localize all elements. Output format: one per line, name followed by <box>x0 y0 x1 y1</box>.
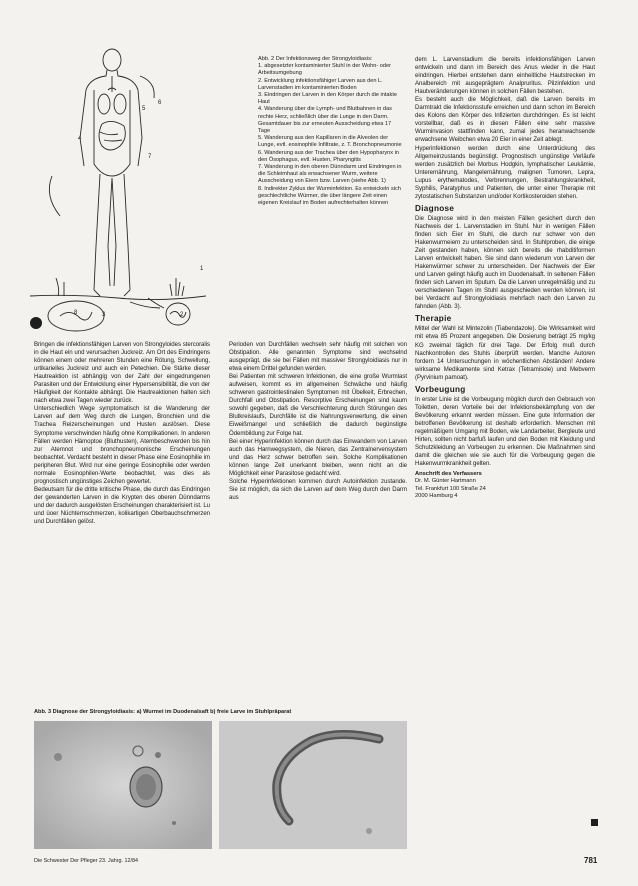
caption-item: 8. Indirekter Zyklus der Wurminfektion. Es entwickeln sich geschlechtliche Würmer, die über längere Zeit einen eigenen Kreislauf im Boden aufrechterhalten können <box>258 185 401 207</box>
label-8: 3 <box>102 312 106 318</box>
middle-text-column <box>229 341 407 502</box>
label-1: 6 <box>158 100 162 106</box>
caption-item: 5. Wanderung aus den Kapillaren in die Alveolen der Lunge, evtl. eosinophile Infiltrate, z. T. Bronchopneumonie <box>258 135 402 149</box>
author-line: 2000 Hamburg 4 <box>415 492 458 499</box>
life-cycle-illustration <box>30 46 206 332</box>
paragraph: In erster Linie ist die Vorbeugung möglich durch den Gebrauch von Toiletten, deren Vorteile bei der Infektionsbekämpfung von der Bevölkerung erkannt werden müssen. Eine gute Information der betroffenen Bevölkerung ist deshalb erforderlich. Menschen mit regelmäßigem Umgang mit Boden, wie Landarbeiter, Bergleute und Hirten, sollten nicht barfuß laufen und den Boden mit Kleidung und Schutzkleidung an Vorbeugen zu erkennen. Die Maßnahmen sind damit die gleichen wie sie auch für die Vorbeugung gegen die Hakenwurmkrankheit gelten. <box>415 395 595 468</box>
page-number: 781 <box>584 856 598 865</box>
paragraph: Die Diagnose wird in den meisten Fällen gesichert durch den Nachweis der 1. Larvenstadien im Stuhl. Nur in wenigen Fällen finden sich Eier im Stuhl, die durch nur schwer von den Hakenwurmeiern zu unterscheiden sind. In Stuhlproben, die einige Zeit gestanden haben, können sich bereits die rhabditiformen Larven entwickelt haben. Sie sind dann wiederum von Larven der Hakenwürmer schwer zu unterscheiden. Der Nachweis der Eier und Larven gelingt häufig auch im Duodenalsaft. In seltenen Fällen finden sich Larven im Sputum. Da die Larven unregelmäßig und zu verschiedenen Tagen im Stuhl ausgeschieden werden können, ist bei Verdacht auf Strongyloidiasis mehrfach nach den Larven zu fahnden (Abb. 3). <box>415 214 595 311</box>
illustration-caption <box>258 56 404 207</box>
caption-item: 3. Eindringen der Larven in den Körper durch die intakte Haut <box>258 92 397 106</box>
paragraph: Solche Hyperinfektionen kommen durch Autoinfektion zustande. Sie ist möglich, da sich die Larven auf dem Weg durch den Darm aus <box>229 477 407 501</box>
right-text-column <box>415 56 595 500</box>
author-line: Dr. M. Günter Hartmann <box>415 478 476 485</box>
section-bullet-icon <box>30 317 42 329</box>
label-6: 2 <box>180 312 184 318</box>
heading-vorbeugung: Vorbeugung <box>415 384 466 394</box>
label-2: 5 <box>142 106 146 112</box>
figure-caption: Abb. 3 Diagnose der Strongyloidiasis: a) Wurmei im Duodenalsaft b) freie Larve im Stuhlpräparat <box>34 709 292 715</box>
heading-therapie: Therapie <box>415 314 452 324</box>
label-5: 1 <box>200 266 204 272</box>
caption-item: 2. Entwicklung infektionsfähiger Larven aus den L. Larvenstadien im kontaminierten Boden <box>258 77 383 91</box>
caption-item: 6. Wanderung aus der Trachea über den Hypopharynx in den Ösophagus, evtl. Husten, Pharyngitis <box>258 149 399 163</box>
caption-item: 4. Wanderung über die Lymph- und Blutbahnen in das rechte Herz, schließlich über die Lunge in den Darm. Gesamtdauer bis zur erneuten Ausscheidung etwa 17 Tage <box>258 106 392 135</box>
footer-journal: Die Schwester Der Pfleger 23. Jahrg. 12/84 <box>34 858 138 864</box>
paragraph: Unterschiedlich Wege symptomatisch ist die Wanderung der Larven auf dem Weg durch die Lungen, Bronchien und die Trachea Reizerscheinungen und Husten auslösen. Diese Symptome verschwinden häufig ohne Komplikationen. In anderen Fällen werden Hämoptoe (Bluthusten), Atembeschwerden bis hin zur Atemnot und bronchopneumonische Erscheinungen beobachtet. Verdacht besteht in dieser Phase eine Eosinophilie im peripheren Blut. Wird nur eine geringe Eosinophilie oder werden normale Eosinophilen-Werte beobachtet, was dies als prognostisch ungünstiges Zeichen gewertet. <box>34 405 210 485</box>
left-text-column <box>34 341 210 526</box>
author-heading: Anschrift des Verfassers <box>415 471 482 478</box>
author-line: Tel. Frankfurt 100 Straße 24 <box>415 485 486 492</box>
microscope-photo-egg <box>34 721 212 849</box>
caption-item: 1. abgesetzter kontaminierter Stuhl in der Wohn- oder Arbeitsumgebung <box>258 63 391 77</box>
label-7: 8 <box>74 310 78 316</box>
paragraph: Bei Patienten mit schweren Infektionen, die eine große Wurmlast aufweisen, kommt es im allgemeinen Schwäche und häufig schweren gastrointestinalen Symptomen mit Übelkeit, Erbrechen, Durchfall und Obstipation. Resorptive Erscheinungen sind kaum sowohl gegeben, daß die Verschlechterung durch Störungen des Blutkreislaufs, Durchfälle ist die Nahrungsverwertung, die einen Eiweißmangel und schließlich die dadurch begünstigte Ödembildung zur Folge hat. <box>229 373 407 437</box>
paragraph: Bringen die infektionsfähigen Larven von Strongyloides stercoralis in die Haut ein und verursachen Juckreiz. Am Ort des Eindringens können einem oder mehreren Stunden eine Rötung, Schwellung, urtikarielles Juckreiz und auch ein Petechien. Die Stärke dieser Hautreaktion ist abhängig von der Zahl der eingedrungenen Parasiten und der Entwicklung einer Hypersensibilität, die von der Häufigkeit der Kontakte abhängt. Die Hautreaktionen halten sich nach etwa zwei Tagen wieder zurück. <box>34 341 210 405</box>
paragraph: Perioden von Durchfällen wechseln sehr häufig mit solchen von Obstipation. Alle genannten Symptome sind wechselnd ausgeprägt, die sie bei Fällen mit massiver Strongyloidiasis nur in etwa einem Drittel gefunden werden. <box>229 341 407 373</box>
paragraph: Mittel der Wahl ist Mintezolin (Tiabendazole). Die Wirksamkeit wird mit etwa 85 Prozent angegeben. Die Dosierung beträgt 25 mg/kg KG zweimal täglich für drei Tage. Der Erfolg muß durch Nachkontrollen des Stuhls überprüft werden. Manche Autoren fordern 14 Untersuchungen in wöchentlichen Abständen! Andere wirksame Medikamente sind Ketrax (Tetramisole) und Mebverm (Pyrvinium pamoat). <box>415 325 595 381</box>
paragraph: dem L. Larvenstadium die bereits infektionsfähigen Larven entwickeln und dann im Bereich des Anus wieder in die Haut eindringen. Hierbei entstehen dann einheitliche Hautstrecken im Analbereich mit ausgeprägtem Analpruritus. Pilzinfektion und Hautveränderungen können in solchen Fällen bestehen. <box>415 56 595 96</box>
paragraph: Es besteht auch die Möglichkeit, daß die Larven bereits im Darmtrakt die Infektionsstufe erreichen und dann schon im Bereich des Kolons den Körper des Infizierten durchdringen. Es ist leicht vorstellbar, daß es in diesen Fällen eine sehr massive Wurminvasion stattfinden kann, zumal jedes heranwachsende erwachsene Weibchen etwa 20 Eier in einer Zeit ablegt. <box>415 96 595 144</box>
label-3: 4 <box>78 136 82 142</box>
paragraph: Bei einer Hyperinfektion können durch das Einwandern von Larven auch das Harnwegsystem, die Nieren, das Zentralnervensystem und das Herz schwer betroffen sein. Solche Komplikationen können lange Zeit unerkannt bleiben, wenn nicht an die Möglichkeit einer Parasitose gedacht wird. <box>229 437 407 477</box>
label-4: 7 <box>148 154 152 160</box>
heading-diagnose: Diagnose <box>415 203 455 213</box>
paragraph: Hyperinfektionen werden durch eine Unterdrückung des Allgemeinzustands begünstigt. Prognostisch ungünstige Verläufe werden zusätzlich bei Morbus Hodgkin, lymphatischer Leukämie, Unterernährung, Mangelernährung, malignen Tumoren, Lepra, Lupus erythematodes, Verbrennungen, Bestrahlungskrankheit, Syphilis, Paratyphus und Patienten, die unter einer Therapie mit zytostatischen Substanzen und/oder Kortikosteroiden stehen. <box>415 144 595 200</box>
caption-item: 7. Wanderung in den oberen Dünndarm und Eindringen in die Schleimhaut als erwachsener Wurm, weitere Ausscheidung von Eiern bzw. Larven (siehe Abb. 1) <box>258 164 402 185</box>
microscope-photo-larva <box>219 721 407 849</box>
caption-title: Abb. 2 Der Infektionsweg der Strongyloidiasis: <box>258 56 373 62</box>
paragraph: Bedeutsam für die dritte kritische Phase, die durch das Eindringen der gewanderten Larven in die Krypten des oberen Dünndarms und der dadurch ausgelösten Erscheinungen charakterisiert ist. Lu und üoer Nüchternschmerzen, kolikartigen Oberbauchschmerzen und Durchfällen gelöst. <box>34 485 210 526</box>
end-mark-icon <box>591 819 598 826</box>
